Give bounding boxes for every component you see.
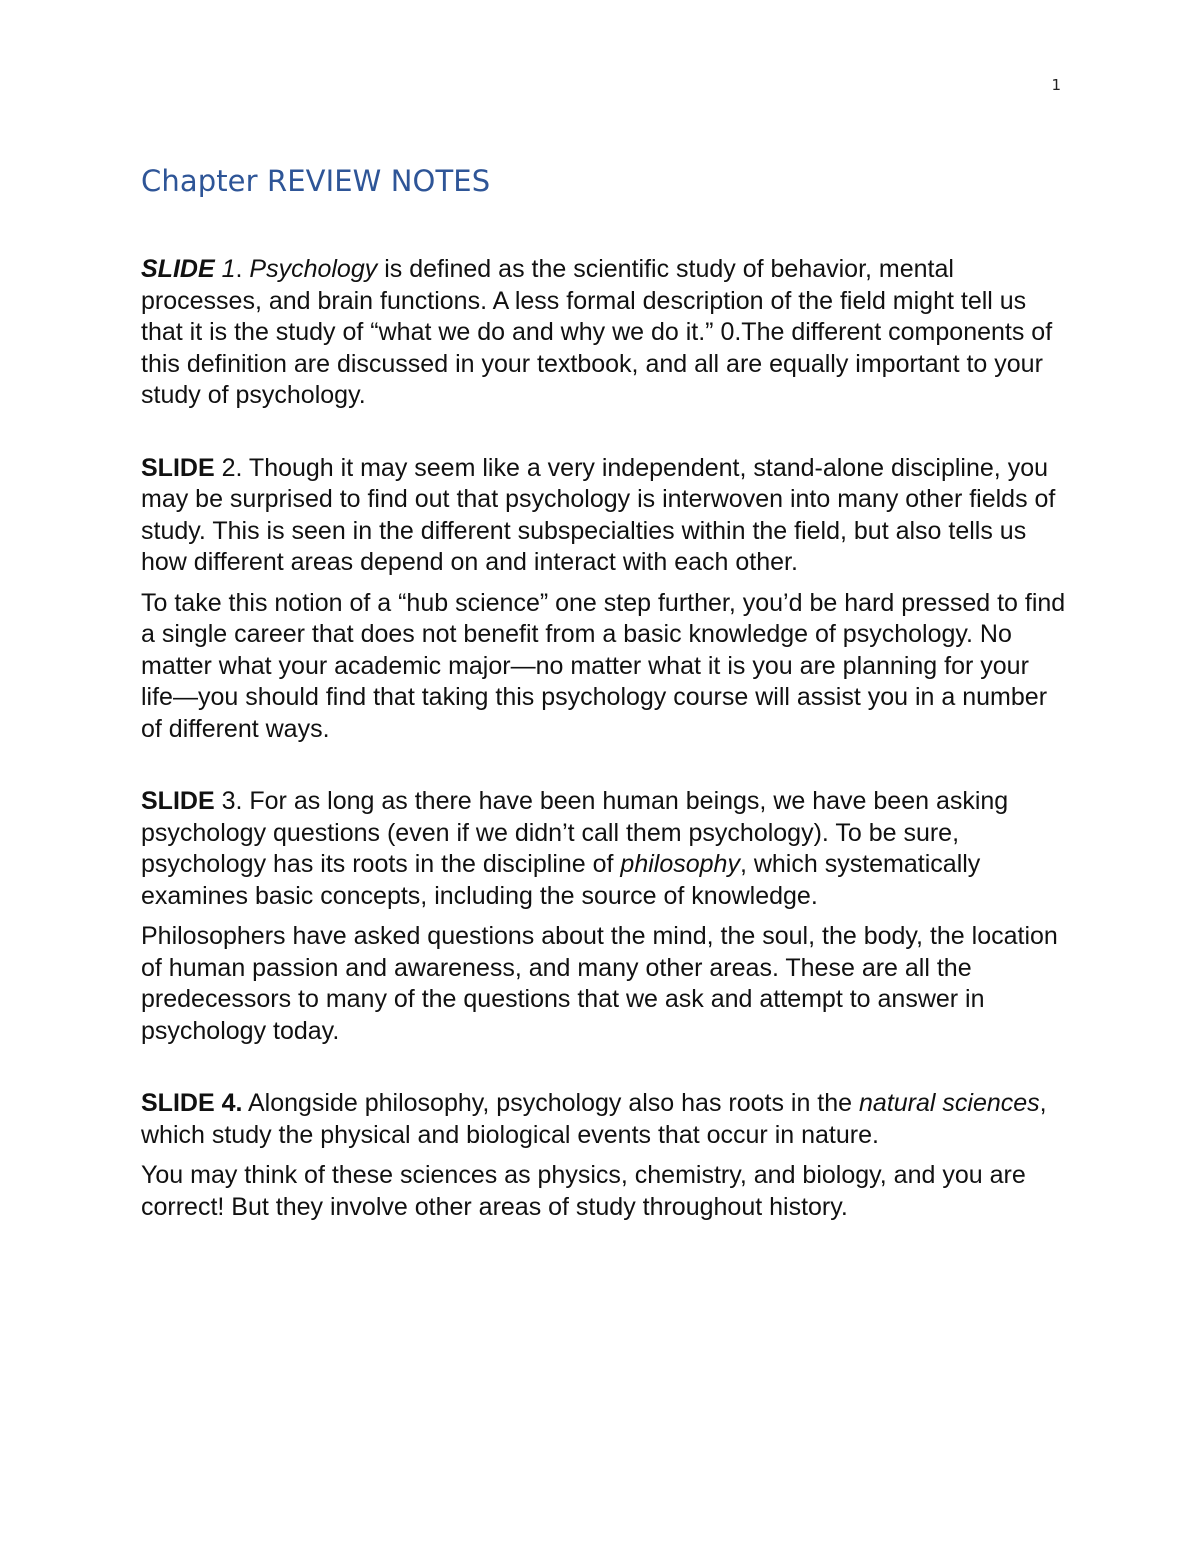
slide-1-number: 1: [221, 255, 236, 283]
slide-4-label: SLIDE 4.: [141, 1089, 243, 1117]
slide-4-text-before: Alongside philosophy, psychology also has roots in the: [242, 1089, 860, 1117]
slide-2-text: . Though it may seem like a very independent, stand-alone discipline, you may be surprised to find out that psychology is interwoven into many other fields of study. This is seen in the different subspecialties within the field, but also tells us how different areas depend on and interact with each other.: [141, 453, 1056, 576]
slide-3-term: philosophy: [620, 850, 740, 878]
slide-3-text-after: , which systematically examines basic concepts, including the source of knowledge.: [141, 850, 981, 910]
page-title: Chapter REVIEW NOTES: [141, 164, 491, 198]
slide-2-paragraph-2: To take this notion of a “hub science” one step further, you’d be hard pressed to find a single career that does not benefit from a basic knowledge of psychology. No matter what your academic major—no matter what it is you are planning for your life—you should find that taking this psychology course will assist you in a number of different ways.: [141, 588, 1066, 743]
slide-3-text-before: . For as long as there have been human beings, we have been asking psychology questions (even if we didn’t call them psychology). To be sure, psychology has its roots in the discipline of: [141, 787, 1009, 878]
slide-1-label: SLIDE: [141, 255, 215, 283]
slide-3-paragraph: [141, 786, 1066, 912]
slide-4-paragraph: [141, 1088, 1066, 1151]
slide-2-paragraph: [141, 453, 1066, 579]
slide-4-paragraph-2: You may think of these sciences as physics, chemistry, and biology, and you are correct! But they involve other areas of study throughout history.: [141, 1161, 1026, 1221]
slide-2-number: 2: [221, 453, 236, 482]
slide-4-text-after: , which study the physical and biological events that occur in nature.: [141, 1089, 1047, 1149]
slide-3-label: SLIDE: [141, 787, 215, 815]
slide-1-term: Psychology: [249, 255, 378, 283]
slide-2-label: SLIDE: [141, 453, 215, 482]
page-number: 1: [1051, 76, 1061, 94]
slide-1-text: is defined as the scientific study of behavior, mental processes, and brain functions. A less formal description of the field might tell us that it is the study of “what we do and why we do it.” 0.The different components of this definition are discussed in your textbook, and all are equally important to your study of psychology.: [141, 255, 1053, 409]
slide-4-term: natural sciences: [859, 1089, 1040, 1117]
slide-1-dot: .: [235, 255, 250, 283]
slide-3-number: 3: [221, 787, 236, 815]
slide-1-paragraph: [141, 254, 1066, 412]
slide-3-paragraph-2: Philosophers have asked questions about the mind, the soul, the body, the location of human passion and awareness, and many other areas. These are all the predecessors to many of the questions that we ask and attempt to answer in psychology today.: [141, 922, 1058, 1045]
notes-body: [141, 254, 1066, 1223]
